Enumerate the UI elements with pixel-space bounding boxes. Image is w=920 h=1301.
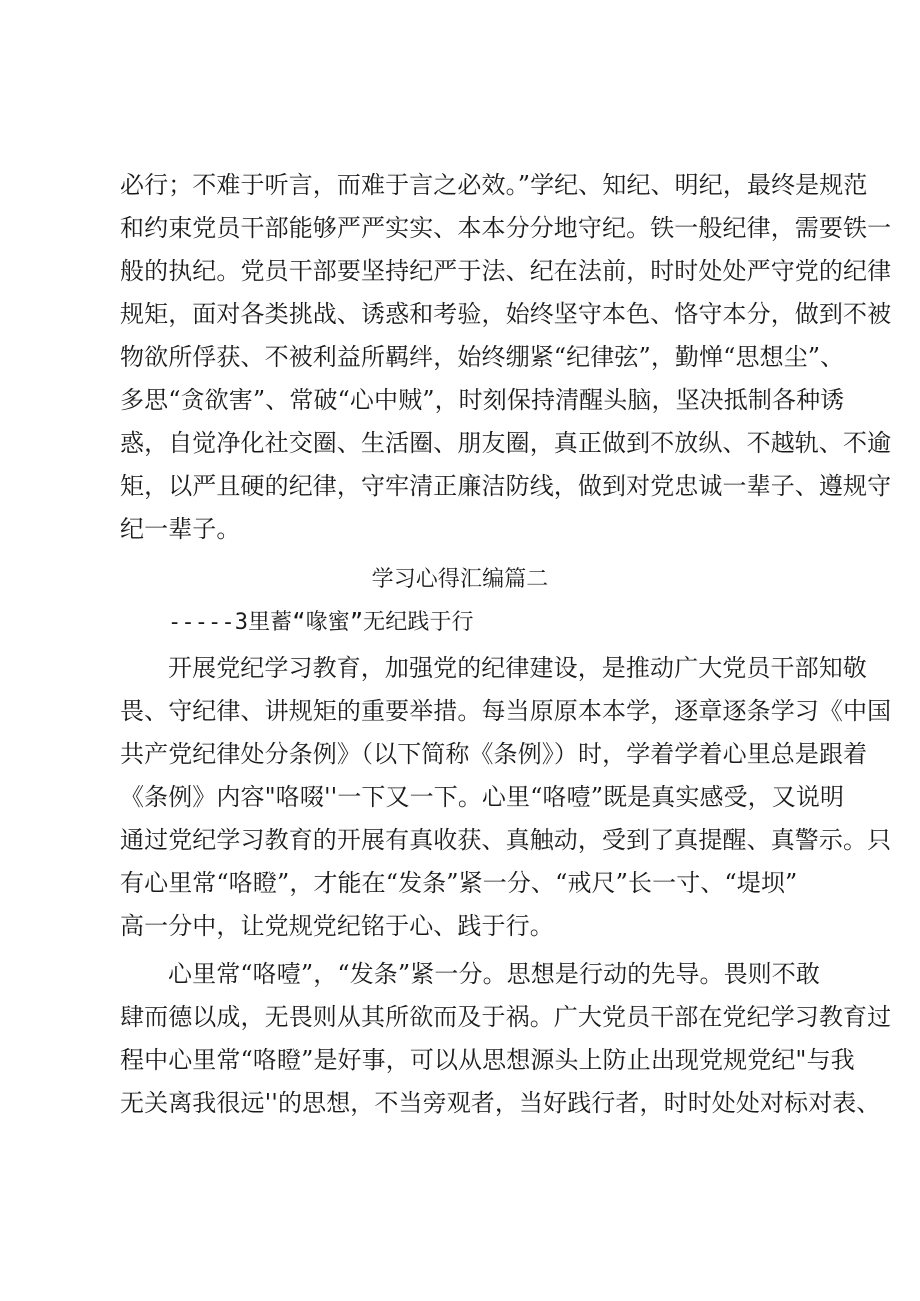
paragraph-3-line-4: 无关离我很远''的思想，不当旁观者，当好践行者，时时处处对标对表、 [120, 1089, 881, 1117]
paragraph-3-line-3: 程中心里常“咯瞪”是好事，可以从思想源头上防止出现党规党纪"与我 [120, 1046, 855, 1074]
paragraph-1-line-3: 般的执纪。党员干部要坚持纪严于法、纪在法前，时时处处严守党的纪律 [120, 257, 892, 285]
paragraph-1-line-9: 纪一辈子。 [120, 515, 241, 543]
paragraph-2-line-2: 畏、守纪律、讲规矩的重要举措。每当原原本本学，逐章逐条学习《中国 [120, 697, 892, 725]
paragraph-2-line-6: 有心里常“咯瞪”，才能在“发条”紧一分、“戒尺”长一寸、“堤坝” [120, 869, 798, 897]
section-subtitle: -----3里蓄“喙蜜”无纪践于行 [168, 610, 474, 635]
paragraph-1-line-5: 物欲所俘获、不被利益所羁绊，始终绷紧“纪律弦”，勤惮“思想尘”、 [120, 343, 845, 371]
paragraph-2-line-4: 《条例》内容"咯啜''一下又一下。心里“咯噎”既是真实感受，又说明 [120, 783, 845, 811]
paragraph-1-line-4: 规矩，面对各类挑战、诱惑和考验，始终坚守本色、恪守本分，做到不被 [120, 300, 892, 328]
section-title: 学习心得汇编篇二 [371, 567, 549, 592]
paragraph-3-line-1: 心里常“咯噎”，“发条”紧一分。思想是行动的先导。畏则不敢 [168, 960, 820, 988]
paragraph-3-line-2: 肆而德以成，无畏则从其所欲而及于祸。广大党员干部在党纪学习教育过 [120, 1003, 892, 1031]
paragraph-2-line-5: 通过党纪学习教育的开展有真收获、真触动，受到了真提醒、真警示。只 [120, 826, 892, 854]
paragraph-2-line-1: 开展党纪学习教育，加强党的纪律建设，是推动广大党员干部知敬 [168, 654, 867, 682]
paragraph-1-line-6: 多思“贪欲害”、常破“心中贼”，时刻保持清醒头脑，坚决抵制各种诱 [120, 386, 845, 414]
paragraph-1-line-2: 和约束党员干部能够严严实实、本本分分地守纪。铁一般纪律，需要铁一 [120, 214, 892, 242]
paragraph-1-line-8: 矩，以严且硬的纪律，守牢清正廉洁防线，做到对党忠诚一辈子、遵规守 [120, 472, 892, 500]
paragraph-1-line-7: 惑，自觉净化社交圈、生活圈、朋友圈，真正做到不放纵、不越轨、不逾 [120, 429, 892, 457]
paragraph-1-line-1: 必行；不难于听言，而难于言之必效。”学纪、知纪、明纪，最终是规范 [120, 171, 868, 199]
paragraph-2-line-7: 高一分中，让党规党纪铭于心、践于行。 [120, 912, 554, 940]
paragraph-2-line-3: 共产党纪律处分条例》（以下简称《条例》）时，学着学着心里总是跟着 [120, 740, 868, 768]
